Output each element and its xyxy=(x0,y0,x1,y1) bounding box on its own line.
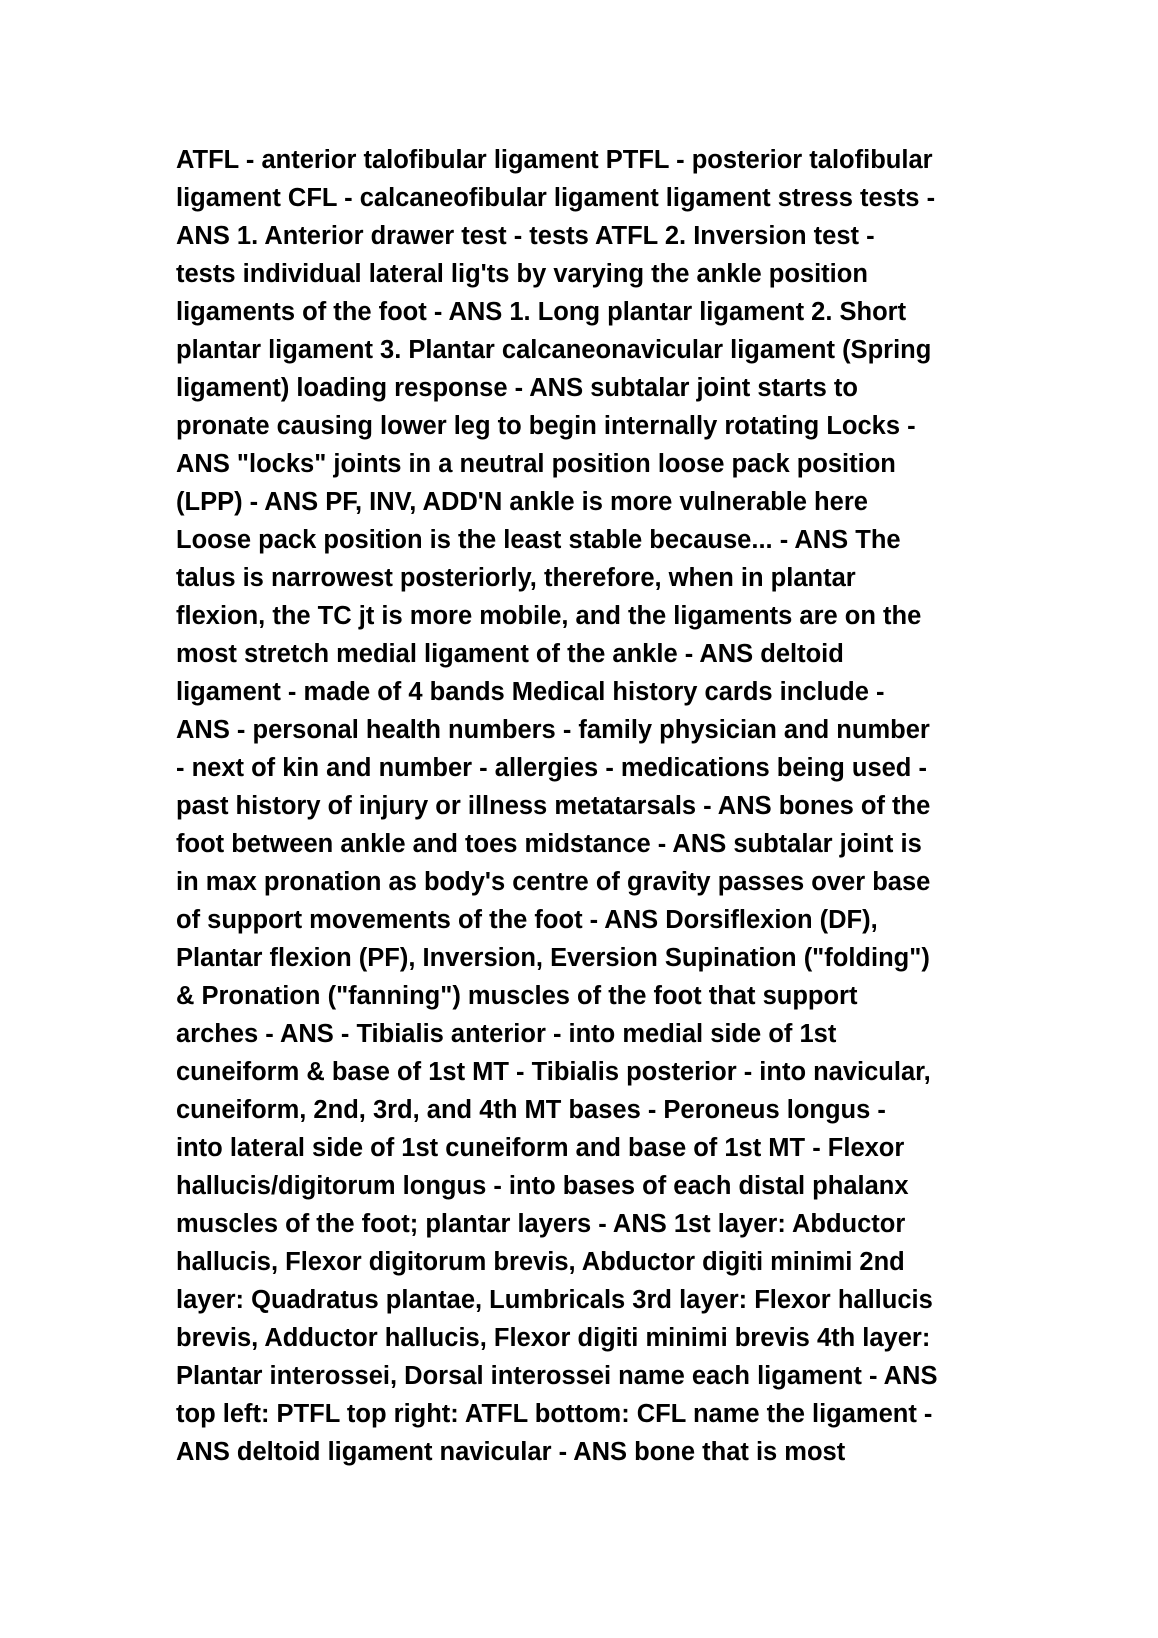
text-line: layer: Quadratus plantae, Lumbricals 3rd layer: Flexor hallucis xyxy=(176,1286,933,1314)
text-line: pronate causing lower leg to begin internally rotating Locks - xyxy=(176,412,916,440)
text-line: Loose pack position is the least stable because... - ANS The xyxy=(176,526,901,554)
text-line: of support movements of the foot - ANS Dorsiflexion (DF), xyxy=(176,906,878,934)
text-line: foot between ankle and toes midstance - ANS subtalar joint is xyxy=(176,830,922,858)
text-line: arches - ANS - Tibialis anterior - into medial side of 1st xyxy=(176,1020,837,1048)
text-line: cuneiform & base of 1st MT - Tibialis posterior - into navicular, xyxy=(176,1058,931,1086)
text-line: ATFL - anterior talofibular ligament PTFL - posterior talofibular xyxy=(176,146,933,174)
text-line: tests individual lateral lig'ts by varying the ankle position xyxy=(176,260,868,288)
text-line: brevis, Adductor hallucis, Flexor digiti minimi brevis 4th layer: xyxy=(176,1324,931,1352)
text-line: past history of injury or illness metatarsals - ANS bones of the xyxy=(176,792,931,820)
text-line: into lateral side of 1st cuneiform and base of 1st MT - Flexor xyxy=(176,1134,905,1162)
body-text xyxy=(176,141,1006,1471)
text-line: ANS - personal health numbers - family physician and number xyxy=(176,716,930,744)
text-line: most stretch medial ligament of the ankle - ANS deltoid xyxy=(176,640,844,668)
text-line: ligaments of the foot - ANS 1. Long plantar ligament 2. Short xyxy=(176,298,907,326)
text-line: & Pronation ("fanning") muscles of the foot that support xyxy=(176,982,858,1010)
text-line: plantar ligament 3. Plantar calcaneonavicular ligament (Spring xyxy=(176,336,932,364)
text-line: hallucis, Flexor digitorum brevis, Abductor digiti minimi 2nd xyxy=(176,1248,905,1276)
text-line: ANS deltoid ligament navicular - ANS bone that is most xyxy=(176,1438,846,1466)
text-line: top left: PTFL top right: ATFL bottom: CFL name the ligament - xyxy=(176,1400,933,1428)
text-line: talus is narrowest posteriorly, therefore, when in plantar xyxy=(176,564,856,592)
text-line: ANS "locks" joints in a neutral position loose pack position xyxy=(176,450,896,478)
text-line: in max pronation as body's centre of gravity passes over base xyxy=(176,868,931,896)
text-line: Plantar flexion (PF), Inversion, Eversion Supination ("folding") xyxy=(176,944,930,972)
text-line: flexion, the TC jt is more mobile, and the ligaments are on the xyxy=(176,602,922,630)
text-line: hallucis/digitorum longus - into bases of each distal phalanx xyxy=(176,1172,909,1200)
text-line: ligament) loading response - ANS subtalar joint starts to xyxy=(176,374,858,402)
text-line: (LPP) - ANS PF, INV, ADD'N ankle is more vulnerable here xyxy=(176,488,868,516)
text-line: ANS 1. Anterior drawer test - tests ATFL 2. Inversion test - xyxy=(176,222,875,250)
text-line: cuneiform, 2nd, 3rd, and 4th MT bases - Peroneus longus - xyxy=(176,1096,886,1124)
text-line: - next of kin and number - allergies - medications being used - xyxy=(176,754,927,782)
text-line: muscles of the foot; plantar layers - ANS 1st layer: Abductor xyxy=(176,1210,906,1238)
text-line: ligament - made of 4 bands Medical history cards include - xyxy=(176,678,885,706)
text-line: ligament CFL - calcaneofibular ligament ligament stress tests - xyxy=(176,184,936,212)
text-line: Plantar interossei, Dorsal interossei name each ligament - ANS xyxy=(176,1362,938,1390)
